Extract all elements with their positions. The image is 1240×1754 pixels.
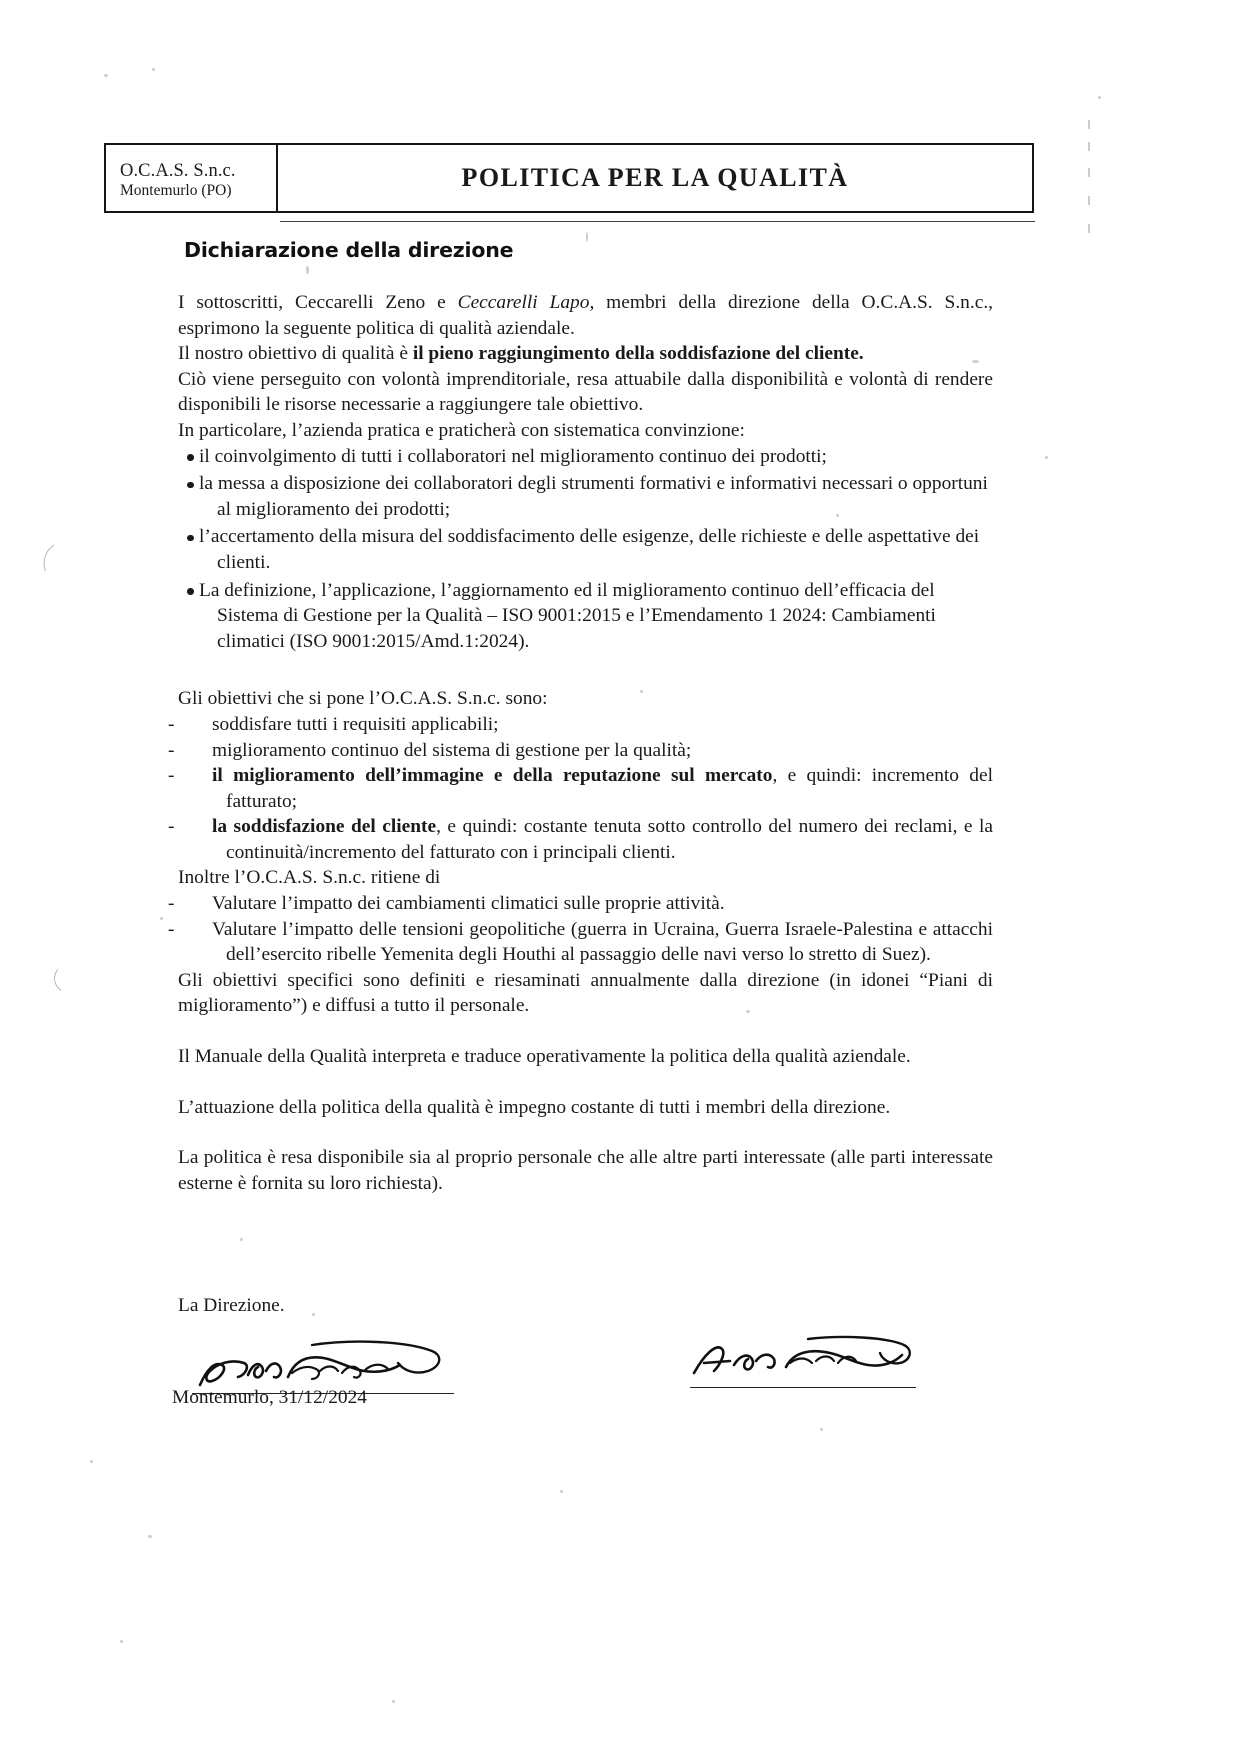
spacer — [178, 1120, 993, 1145]
list-item-text: la messa a disposizione dei collaboratori degli strumenti formativi e informativi necessari o opportuni al miglioramento dei prodotti; — [199, 473, 988, 520]
list-item-bold-emphasis: il miglioramento dell’immagine e della reputazione sul mercato — [212, 765, 773, 787]
implementation-paragraph: L’attuazione della politica della qualità è impegno costante di tutti i membri della direzione. — [178, 1096, 891, 1118]
commitments-bullet-list — [178, 444, 993, 655]
intro-line1-part-b: , membri della direzione della O.C.A.S. S.n.c., esprimono la seguente politica di qualità aziendale. — [178, 292, 994, 339]
header-company-city: Montemurlo (PO) — [120, 182, 232, 200]
intro-paragraph-4: In particolare, l’azienda pratica e praticherà con sistematica convinzione: — [178, 419, 745, 441]
date-line: Montemurlo, 31/12/2024 — [172, 1387, 367, 1408]
header-company-cell — [106, 145, 278, 211]
intro-paragraph-1 — [178, 290, 993, 341]
spacer — [178, 656, 993, 686]
further-lead-in: Inoltre l’O.C.A.S. S.n.c. ritiene di — [178, 867, 441, 889]
list-item: - il miglioramento dell’immagine e della reputazione sul mercato, e quindi: incremento del fatturato; — [168, 765, 993, 812]
further-closing-paragraph: Gli obiettivi specifici sono definiti e riesaminati annualmente dalla direzione (in idonei “Piani di miglioramento”) e diffusi a tutto il personale. — [178, 969, 993, 1017]
list-item — [178, 524, 993, 575]
spacer — [178, 1019, 993, 1044]
list-item: - la soddisfazione del cliente, e quindi: costante tenuta sotto controllo del numero dei reclami, e la continuità/incremento del fatturato con i principali clienti. — [168, 816, 993, 863]
signature-right-ink — [690, 1325, 920, 1391]
intro-line1-italic-name: Ceccarelli Lapo — [457, 292, 590, 313]
signature-line-right — [690, 1387, 916, 1389]
list-item: - soddisfare tutti i requisiti applicabili; — [168, 713, 499, 735]
intro-line1-part-a: I sottoscritti, Ceccarelli Zeno e — [178, 292, 458, 313]
intro-line2-bold-emphasis: il pieno raggiungimento della soddisfazione del cliente. — [412, 343, 864, 365]
list-item — [178, 444, 993, 470]
list-item: - Valutare l’impatto delle tensioni geopolitiche (guerra in Ucraina, Guerra Israele-Palestina e attacchi dell’esercito ribelle Yemenita degli Houthi al passaggio delle navi verso lo stretto di Suez). — [168, 918, 993, 966]
bullet-dot-icon — [187, 535, 194, 542]
list-item-text: l’accertamento della misura del soddisfacimento delle esigenze, delle richieste e delle aspettative dei clienti. — [199, 526, 980, 573]
objectives-dash-list — [168, 712, 993, 866]
list-item-text: miglioramento continuo del sistema di gestione per la qualità; — [212, 739, 692, 761]
document-body — [168, 238, 994, 1196]
list-item-text: , e quindi: costante tenuta sotto controllo del numero dei reclami, e la continuità/incremento del fatturato con i principali clienti. — [226, 816, 993, 863]
list-item-text: il coinvolgimento di tutti i collaboratori nel miglioramento continuo dei prodotti; — [199, 445, 827, 467]
intro-line2-part-a: Il nostro obiettivo di qualità è — [178, 343, 413, 365]
list-item-bold-emphasis: la soddisfazione del cliente — [212, 816, 437, 838]
list-item-text: La definizione, l’applicazione, l’aggiornamento ed il miglioramento continuo dell’efficacia del Sistema di Gestione per la Qualità – ISO 9001:2015 e l’Emendamento 1 2024: Cambiamenti climatici (ISO 9001:2015/Amd.1:2024). — [199, 579, 936, 652]
list-item — [178, 578, 993, 655]
bullet-dot-icon — [187, 482, 194, 489]
further-dash-list — [168, 891, 993, 968]
signature-right — [690, 1325, 920, 1396]
header-company-name: O.C.A.S. S.n.c. — [120, 160, 236, 181]
availability-paragraph: La politica è resa disponibile sia al proprio personale che alle altre parti interessate (alle parti interessate esterne è fornita su loro richiesta). — [178, 1147, 993, 1194]
list-item-text: soddisfare tutti i requisiti applicabili; — [212, 713, 499, 735]
objectives-lead-in: Gli obiettivi che si pone l’O.C.A.S. S.n.c. sono: — [178, 688, 548, 710]
bullet-dot-icon — [187, 588, 194, 595]
list-item: - miglioramento continuo del sistema di gestione per la qualità; — [168, 739, 692, 761]
list-item — [178, 471, 993, 522]
document-title: POLITICA PER LA QUALITÀ — [461, 163, 849, 192]
spacer — [178, 1070, 993, 1095]
section-heading: Dichiarazione della direzione — [184, 238, 514, 262]
list-item-text: Valutare l’impatto delle tensioni geopolitiche (guerra in Ucraina, Guerra Israele-Palestina e attacchi dell’esercito ribelle Yemenita degli Houthi al passaggio delle navi verso lo stretto di Suez). — [212, 918, 993, 966]
list-item-text: Valutare l’impatto dei cambiamenti climatici sulle proprie attività. — [212, 893, 725, 915]
header-title-cell — [278, 145, 1032, 211]
signature-label: La Direzione. — [178, 1295, 285, 1316]
intro-paragraph-2 — [178, 341, 993, 367]
list-item-text: , e quindi: incremento del fatturato; — [226, 765, 993, 812]
intro-paragraph-3: Ciò viene perseguito con volontà imprenditoriale, resa attuabile dalla disponibilità e volontà di rendere disponibili le risorse necessarie a raggiungere tale obiettivo. — [178, 368, 993, 416]
list-item: - Valutare l’impatto dei cambiamenti climatici sulle proprie attività. — [168, 893, 725, 915]
bullet-dot-icon — [187, 454, 194, 461]
manual-paragraph: Il Manuale della Qualità interpreta e traduce operativamente la politica della qualità aziendale. — [178, 1046, 911, 1068]
document-header-table — [104, 143, 1034, 213]
